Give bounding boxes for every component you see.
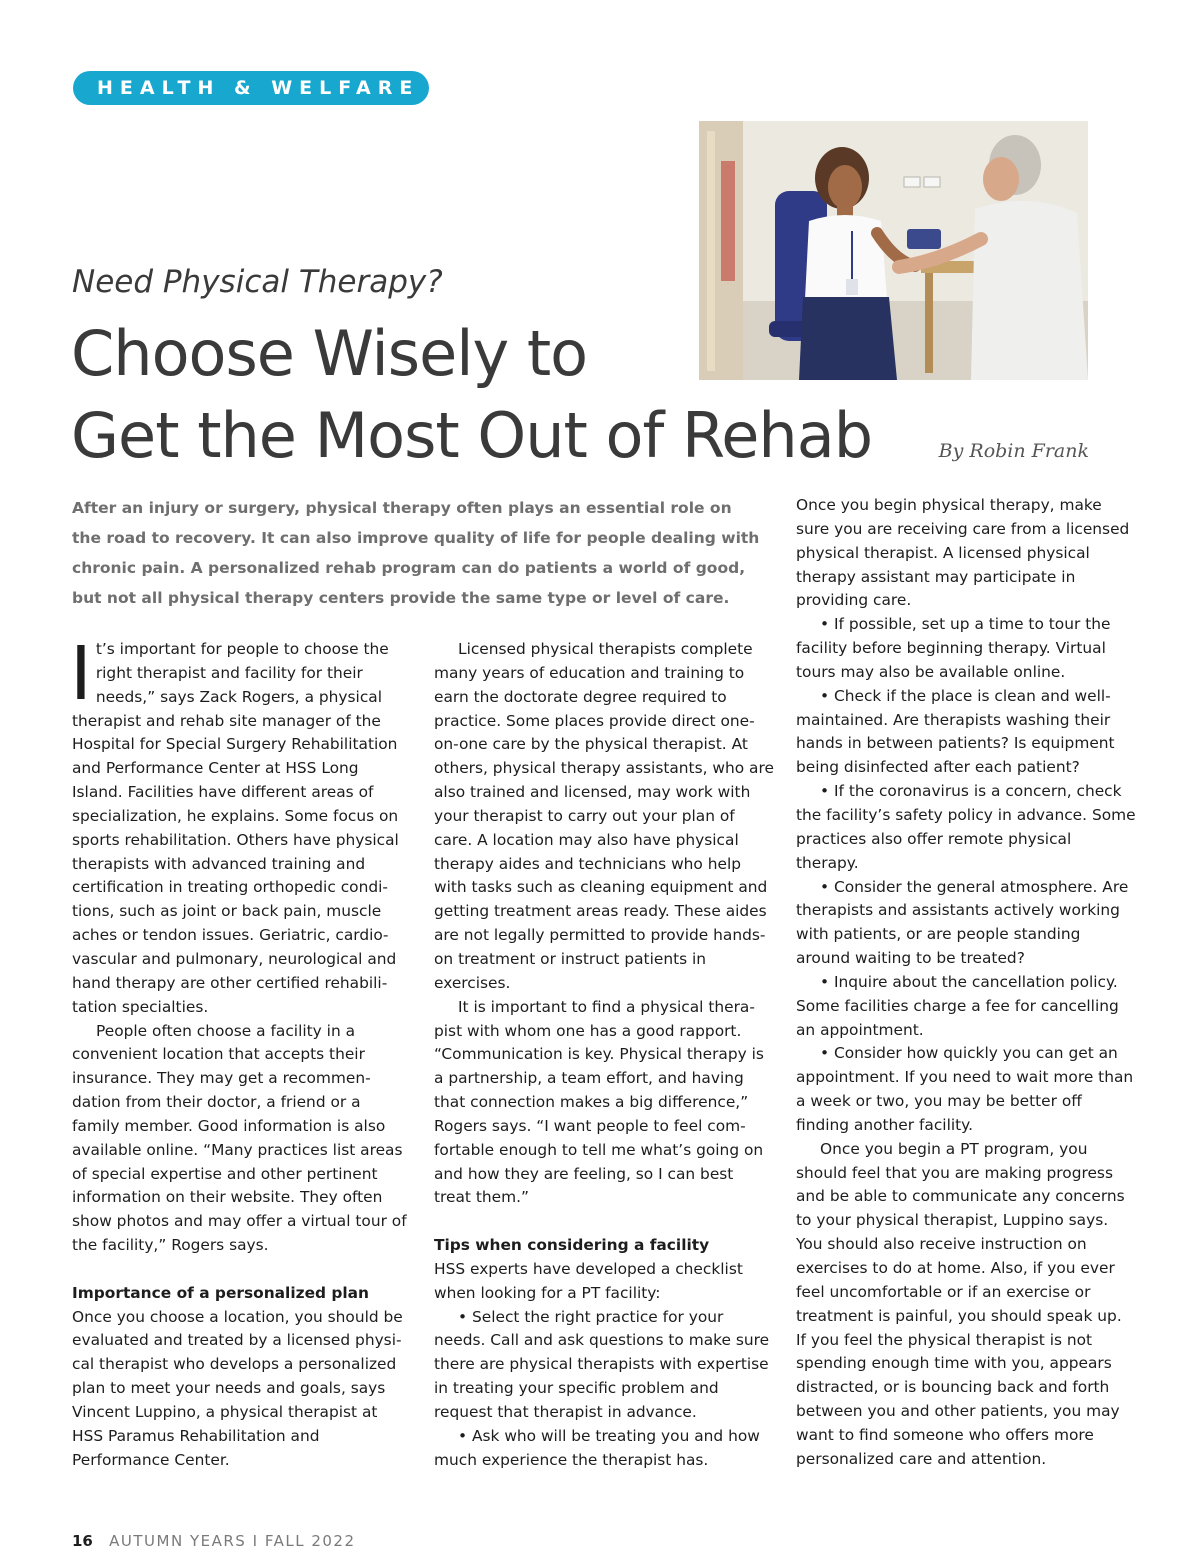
paragraph: It is important to find a physical therapist with whom one has a good rapport. “Communication is key. Physical therapy is a partnership, a team effort, and having that connection makes a big difference,” Rogers says. “I want people to feel comfortable enough to tell me what’s going on and how they are feeling, so I can best treat them.” <box>434 997 764 1207</box>
bullet-item: • If possible, set up a time to tour the facility before beginning therapy. Virtual tours may also be available online. <box>796 615 1111 681</box>
paragraph: HSS experts have developed a checklist when looking for a PT facility: <box>434 1259 743 1302</box>
paragraph-opening <box>70 631 412 1020</box>
paragraph: Once you choose a location, you should be evaluated and treated by a licensed physical therapist who develops a personalized plan to meet your needs and goals, says Vincent Luppino, a physical therapist at HSS Paramus Rehabilitation and Performance Center. <box>72 1307 403 1469</box>
headline-line-1: Choose Wisely to <box>71 317 588 390</box>
article-byline: By Robin Frank <box>938 440 1089 462</box>
section-tag: HEALTH & WELFARE <box>73 71 429 105</box>
drop-cap: I <box>70 631 92 717</box>
issue-date: FALL 2022 <box>264 1532 356 1550</box>
paragraph: People often choose a facility in a convenient location that accepts their insurance. They may get a recommendation from their doctor, a friend or a family member. Good information is also available online. “Many practices list areas of special expertise and other pertinent information on their website. They often show photos and may offer a virtual tour of the facility,” Rogers says. <box>72 1021 407 1255</box>
bullet-item: • Inquire about the cancellation policy. Some facilities charge a fee for cancelling an appointment. <box>796 972 1119 1039</box>
paragraph: Licensed physical therapists complete many years of education and training to earn the doctorate degree required to practice. Some places provide direct one-on-one care by the physical therapist. At others, physical therapy assistants, who are also trained and licensed, may work with your therapist to carry out your plan of care. A location may also have physical therapy aides and technicians who help with tasks such as cleaning equipment and getting treatment areas ready. These aides are not legally permitted to provide hands-on treatment or instruct patients in exercises. <box>434 640 774 992</box>
article-intro: After an injury or surgery, physical therapy often plays an essential role on the road to recovery. It can also improve quality of life for people dealing with chronic pain. A personalized rehab program can do patients a world of good, but not all physical therapy centers provide the same type or level of care. <box>72 499 760 607</box>
headline-line-2: Get the Most Out of Rehab <box>71 399 873 472</box>
bullet-item: • Consider the general atmosphere. Are therapists and assistants actively working with patients, or are people standing around waiting to be treated? <box>796 877 1129 968</box>
page-number: 16 <box>72 1532 93 1550</box>
bullet-item: • Select the right practice for your needs. Call and ask questions to make sure there are physical therapists with expertise in treating your specific problem and request that therapist in advance. <box>434 1307 770 1421</box>
publication-name: AUTUMN YEARS <box>109 1532 247 1550</box>
body-column-2 <box>434 638 774 1473</box>
paragraph: Once you begin a PT program, you should feel that you are making progress and be able to communicate any concerns to your physical therapist, Luppino says. You should also receive instruction on exercises to do at home. Also, if you ever feel uncomfortable or if an exercise or treatment is painful, you should speak up. If you feel the physical therapist is not spending enough time with you, appears distracted, or is bouncing back and forth between you and other patients, you may want to find someone who offers more personalized care and attention. <box>796 1139 1125 1468</box>
bullet-item: • If the coronavirus is a concern, check the facility’s safety policy in advance. Some practices also offer remote physical therapy. <box>796 782 1136 872</box>
bullet-item: • Ask who will be treating you and how much experience the therapist has. <box>434 1426 760 1469</box>
subheading-personalized-plan: Importance of a personalized plan <box>72 1283 370 1302</box>
body-column-3 <box>796 494 1136 1472</box>
subheading-tips: Tips when considering a facility <box>434 1236 710 1255</box>
body-column-1 <box>70 631 412 1473</box>
article-headline <box>71 313 872 477</box>
paragraph-opening-text: t’s important for people to choose the right therapist and facility for their needs,” says Zack Rogers, a physical therapist and rehab site manager of the Hospital for Special Surgery Rehabilitation and Performance Center at HSS Long Island. Facilities have different areas of specialization, he explains. Some focus on sports rehabilitation. Others have physical therapists with advanced training and certification in treating orthopedic conditions, such as joint or back pain, muscle aches or tendon issues. Geriatric, cardiovascular and pulmonary, neurological and hand therapy are other certified rehabilitation specialties. <box>72 640 399 1016</box>
article-kicker: Need Physical Therapy? <box>72 264 443 300</box>
bullet-item: • Check if the place is clean and well-maintained. Are therapists washing their hands in between patients? Is equipment being disinfected after each patient? <box>796 686 1115 777</box>
paragraph: Once you begin physical therapy, make sure you are receiving care from a licensed physical therapist. A licensed physical therapy assistant may participate in providing care. <box>796 496 1130 610</box>
page-footer <box>72 1532 356 1550</box>
bullet-item: • Consider how quickly you can get an appointment. If you need to wait more than a week or two, you may be better off finding another facility. <box>796 1044 1134 1134</box>
footer-separator: I <box>252 1532 259 1550</box>
